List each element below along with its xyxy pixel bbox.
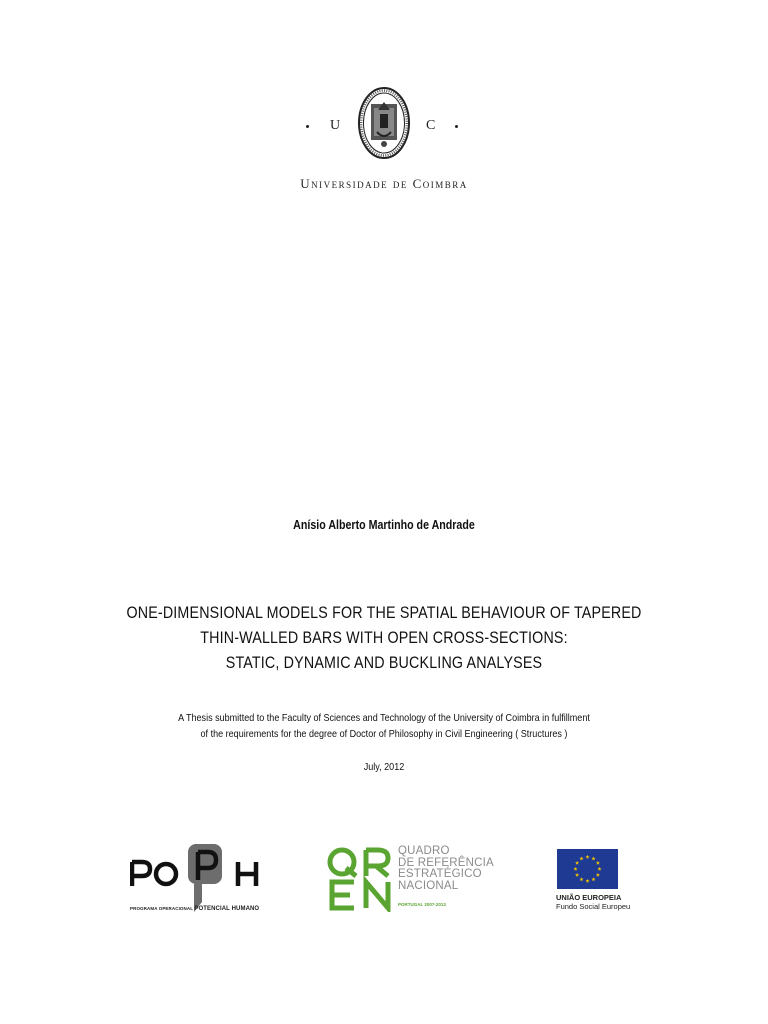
qren-line: QUADRO — [398, 845, 450, 857]
university-header — [0, 86, 768, 166]
poph-caption-right: POTENCIAL HUMANO — [194, 906, 260, 912]
eu-flag-icon — [557, 849, 618, 889]
header-letter-u: U — [330, 118, 342, 133]
title-line: THIN-WALLED BARS WITH OPEN CROSS-SECTIONS: — [200, 628, 568, 647]
dot-separator — [306, 125, 309, 128]
poph-caption-left: PROGRAMA OPERACIONAL — [130, 906, 194, 911]
qren-text — [398, 846, 494, 892]
qren-line: NACIONAL — [398, 879, 459, 892]
qren-line: ESTRATÉGICO — [398, 868, 482, 880]
qren-subline: PORTUGAL 2007-2013 — [398, 902, 446, 907]
eu-line-1: UNIÃO EUROPEIA — [556, 893, 622, 902]
author-name: Anísio Alberto Martinho de Andrade — [293, 517, 475, 532]
description-line: A Thesis submitted to the Faculty of Sciences and Technology of the University of Coimbra in fulfillment — [178, 712, 590, 724]
poph-logo — [130, 840, 266, 916]
university-seal-icon — [357, 86, 411, 160]
poph-caption — [130, 906, 266, 912]
qren-line: DE REFERÊNCIA — [398, 856, 494, 869]
dot-separator — [455, 125, 458, 128]
description-line: of the requirements for the degree of Doctor of Philosophy in Civil Engineering ( Structures ) — [200, 728, 568, 740]
submission-date: July, 2012 — [363, 761, 405, 773]
header-letter-c: C — [426, 118, 437, 133]
thesis-title — [0, 600, 768, 675]
title-line: ONE-DIMENSIONAL MODELS FOR THE SPATIAL BEHAVIOUR OF TAPERED — [126, 603, 642, 622]
thesis-description — [0, 710, 768, 742]
eu-line-2: Fundo Social Europeu — [556, 902, 631, 911]
university-name: Universidade de Coimbra — [300, 176, 468, 191]
eu-text — [556, 893, 630, 911]
title-line: STATIC, DYNAMIC AND BUCKLING ANALYSES — [225, 653, 543, 672]
